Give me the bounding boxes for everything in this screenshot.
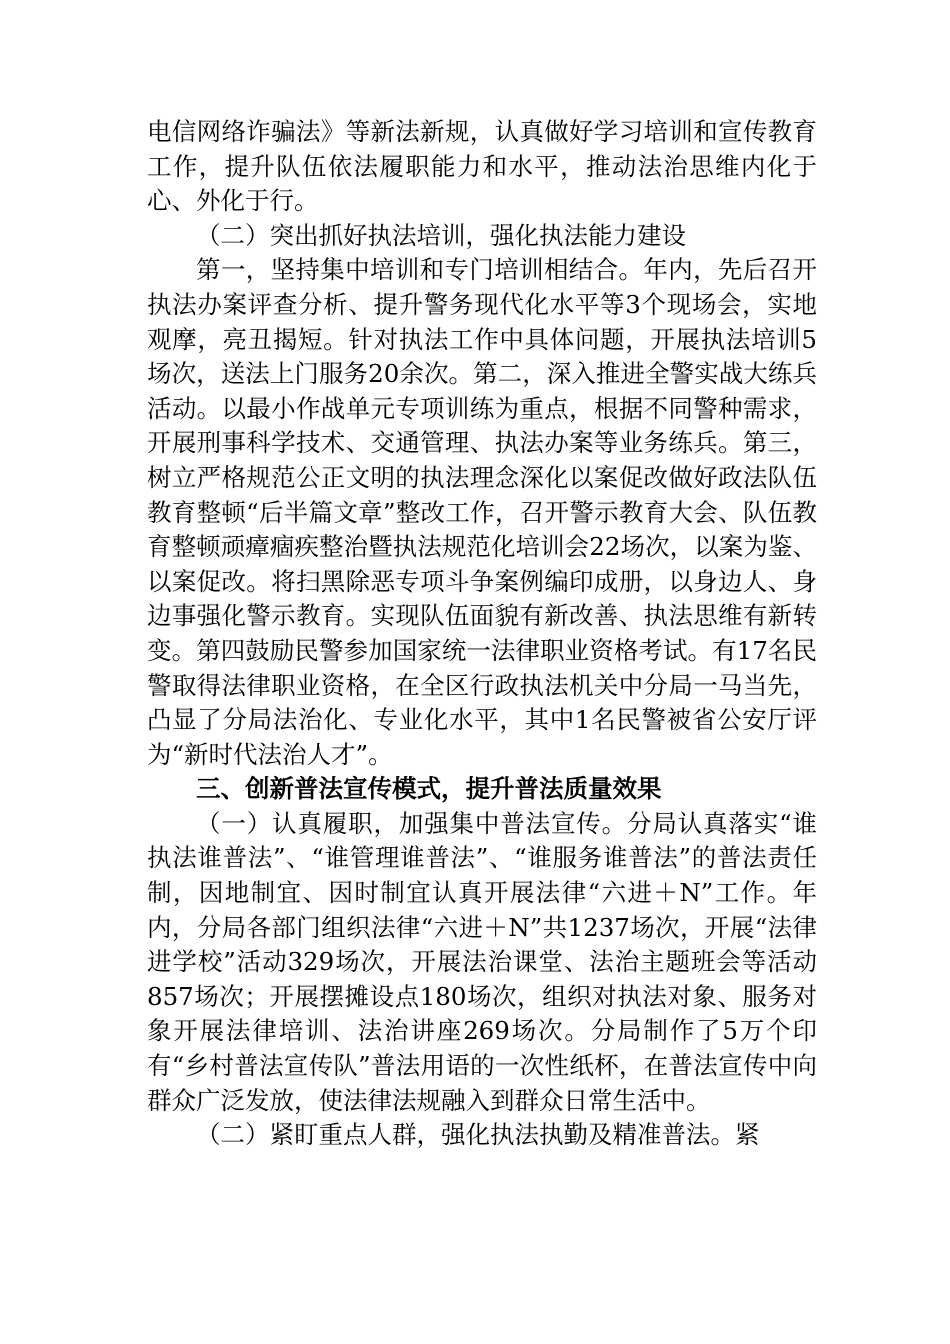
section-heading-legal-publicity: 三、创新普法宣传模式，提升普法质量效果 [196,774,662,804]
paragraph-continuation: 电信网络诈骗法》等新法新规，认真做好学习培训和宣传教育工作，提升队伍依法履职能力和水平，推动法治思维内化于心、外化于行。 [147,117,817,216]
document-page [147,115,817,1153]
paragraph-key-groups: （二）紧盯重点人群，强化执法执勤及精准普法。紧 [196,1120,760,1150]
paragraph-centralized-publicity: （一）认真履职，加强集中普法宣传。分局认真落实“谁执法谁普法”、“谁管理谁普法”、“谁服务谁普法”的普法责任制，因地制宜、因时制宜认真开展法律“六进＋N”工作。年内，分局各部门组织法律“六进＋N”共1237场次，开展“法律进学校”活动329场次，开展法治课堂、法治主题班会等活动857场次；开展摆摊设点180场次，组织对执法对象、服务对象开展法律培训、法治讲座269场次。分局制作了5万个印有“乡村普法宣传队”普法用语的一次性纸杯，在普法宣传中向群众广泛发放，使法律法规融入到群众日常生活中。 [147,808,817,1115]
paragraph-training-details: 第一，坚持集中培训和专门培训相结合。年内，先后召开执法办案评查分析、提升警务现代化水平等3个现场会，实地观摩，亮丑揭短。针对执法工作中具体问题，开展执法培训5场次，送法上门服务20余次。第二，深入推进全警实战大练兵活动。以最小作战单元专项训练为重点，根据不同警种需求，开展刑事科学技术、交通管理、执法办案等业务练兵。第三，树立严格规范公正文明的执法理念深化以案促改做好政法队伍教育整顿“后半篇文章”整改工作，召开警示教育大会、队伍教育整顿顽瘴痼疾整治暨执法规范化培训会22场次，以案为鉴、以案促改。将扫黑除恶专项斗争案例编印成册，以身边人、身边事强化警示教育。实现队伍面貌有新改善、执法思维有新转变。第四鼓励民警参加国家统一法律职业资格考试。有17名民警取得法律职业资格，在全区行政执法机关中分局一马当先，凸显了分局法治化、专业化水平，其中1名民警被省公安厅评为“新时代法治人才”。 [147,255,817,769]
subheading-enforcement-training: （二）突出抓好执法培训，强化执法能力建设 [196,220,686,250]
